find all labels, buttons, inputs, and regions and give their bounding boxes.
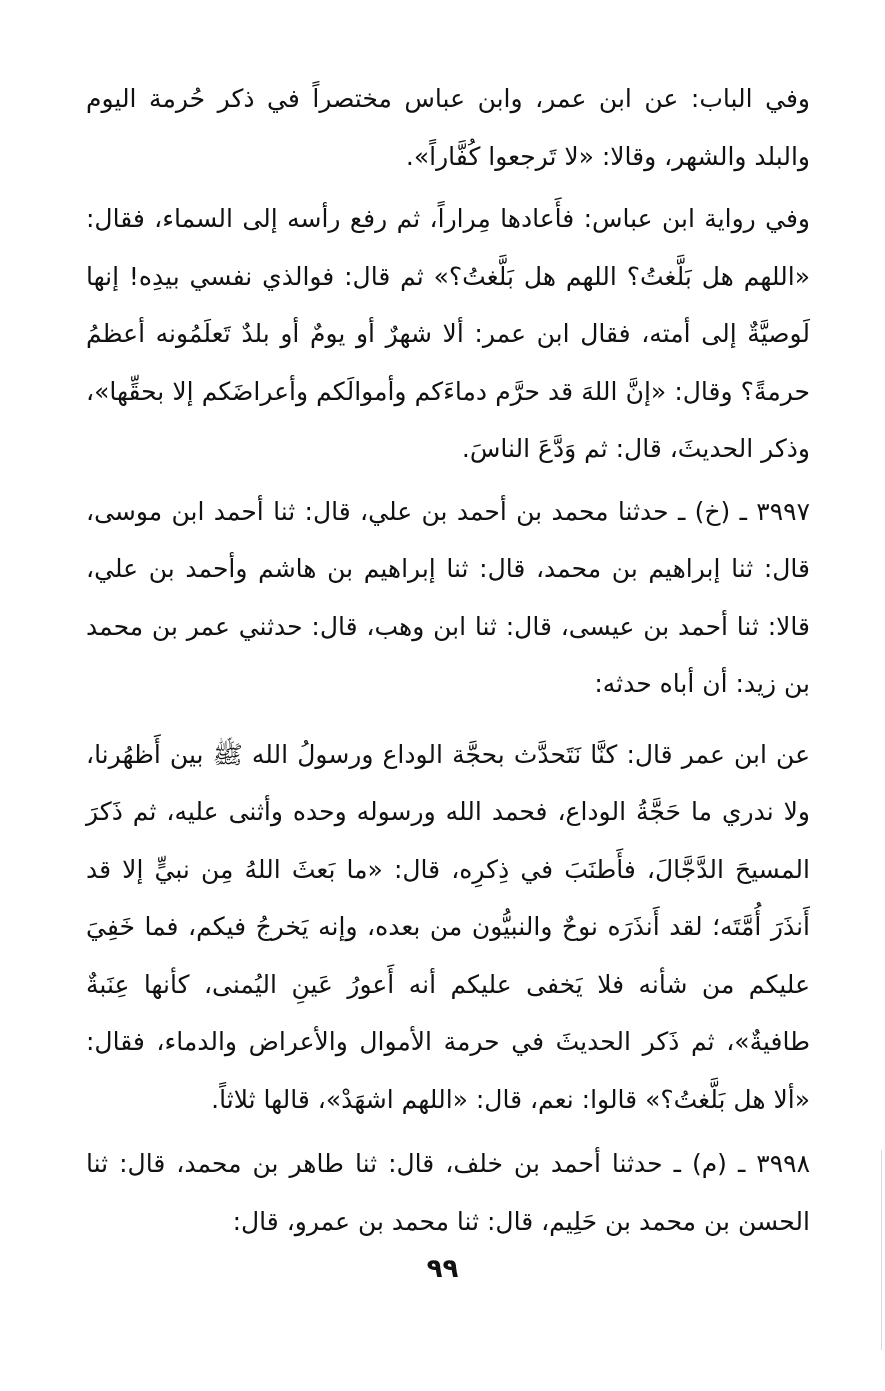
page-edge-divider [881, 1150, 882, 1350]
paragraph-hadith-3997-isnad: ٣٩٩٧ ـ (خ) ـ حدثنا محمد بن أحمد بن علي، قال: ثنا أحمد ابن موسى، قال: ثنا إبراهيم بن محمد، قال: ثنا إبراهيم بن هاشم وأحمد بن علي، قالا: ثنا أحمد بن عيسى، قال: ثنا ابن وهب، قال: حدثني عمر بن محمد بن زيد: أن أباه حدثه: [86, 496, 810, 698]
paragraph-hadith-3997-matn: عن ابن عمر قال: كنَّا نَتَحدَّث بحجَّة الوداع ورسولُ الله ﷺ بين أَظهُرنا، ولا ندري ما حَجَّةُ الوداع، فحمد الله ورسوله وحده وأثنى عليه، ثم ذَكرَ المسيحَ الدَّجَّالَ، فأَطنَبَ في ذِكرِه، قال: «ما بَعثَ اللهُ مِن نبيٍّ إلا قد أَنذَرَ أُمَّتَه؛ لقد أَنذَرَه نوحٌ والنبيُّون من بعده، وإنه يَخرجُ فيكم، فما خَفِيَ عليكم من شأنه فلا يَخفى عليكم أنه أَعورُ عَينِ اليُمنى، كأنها عِنَبةٌ طافيةٌ»، ثم ذَكر الحديثَ في حرمة الأموال والأعراض والدماء، فقال: «ألا هل بَلَّغتُ؟» قالوا: نعم، قال: «اللهم اشهَدْ»، قالها ثلاثاً. [86, 739, 810, 1114]
paragraph-ibn-abbas-narration: وفي رواية ابن عباس: فأَعادها مِراراً، ثم رفع رأسه إلى السماء، فقال: «اللهم هل بَلَّغتُ؟ اللهم هل بَلَّغتُ؟» ثم قال: فوالذي نفسي بيدِه! إنها لَوصيَّةٌ إلى أمته، فقال ابن عمر: ألا شهرٌ أو يومٌ أو بلدٌ تَعلَمُونه أعظمُ حرمةً؟ وقال: «إنَّ اللهَ قد حرَّم دماءَكم وأموالَكم وأعراضَكم إلا بحقِّها»، وذكر الحديثَ، قال: ثم وَدَّعَ الناسَ. [86, 204, 810, 463]
page-number: ٩٩ [426, 1254, 459, 1284]
page-body [86, 70, 810, 1250]
paragraph-chapter-note: وفي الباب: عن ابن عمر، وابن عباس مختصراً في ذكر حُرمة اليوم والبلد والشهر، وقالا: «لا تَرجعوا كُفَّاراً». [86, 84, 810, 171]
paragraph-hadith-3998-isnad: ٣٩٩٨ ـ (م) ـ حدثنا أحمد بن خلف، قال: ثنا طاهر بن محمد، قال: ثنا الحسن بن محمد بن حَلِيم، قال: ثنا محمد بن عمرو، قال: [86, 1149, 810, 1236]
